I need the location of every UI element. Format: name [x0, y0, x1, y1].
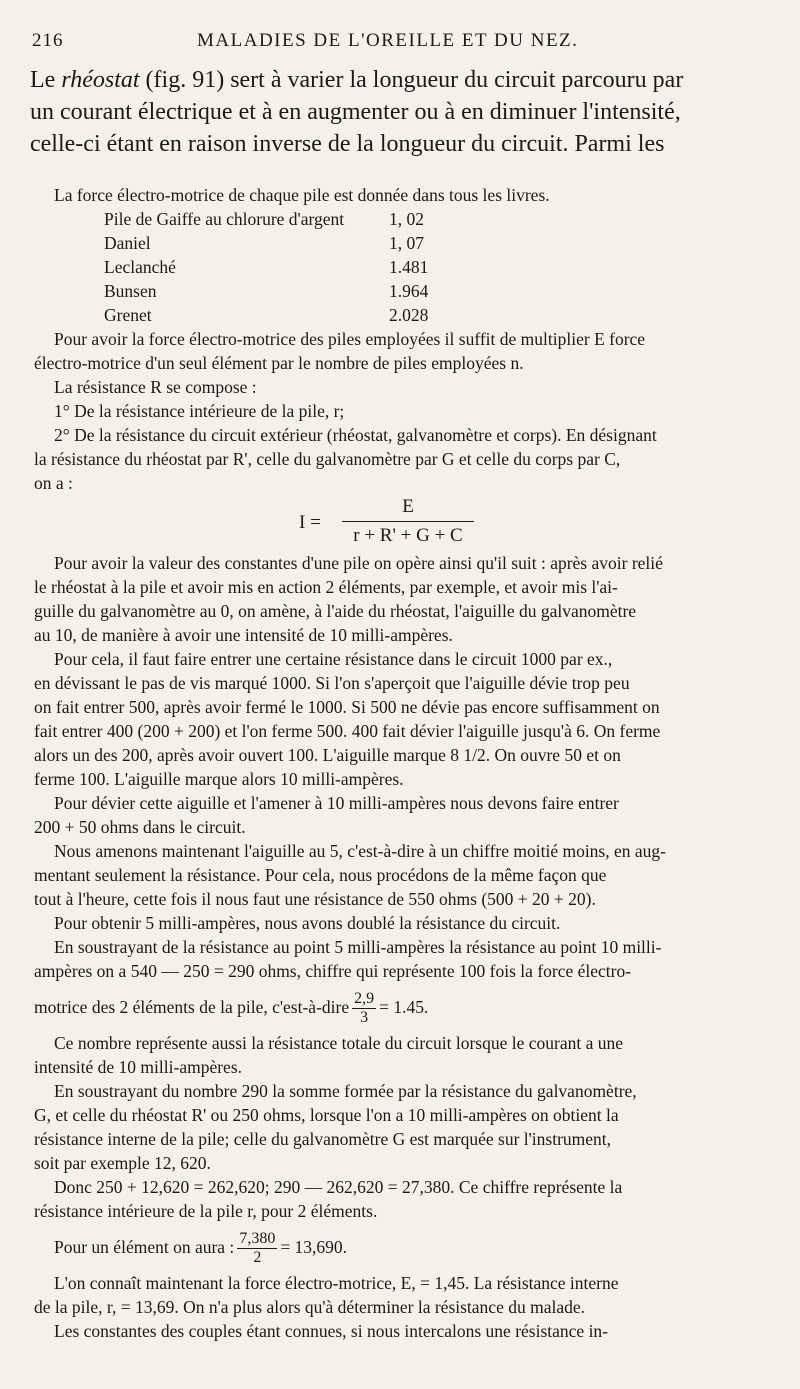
inline-fraction — [352, 990, 376, 1027]
text-line: Pour avoir la force électro-motrice des piles employées il suffit de multiplier E force — [54, 329, 646, 349]
running-header — [32, 30, 732, 58]
text-line: G, et celle du rhéostat R' ou 250 ohms, lorsque l'on a 10 milli-ampères on obtient la — [34, 1105, 619, 1125]
intro-line — [30, 64, 760, 96]
text-line: en dévissant le pas de vis marqué 1000. Si l'on s'aperçoit que l'aiguille dévie trop peu — [34, 673, 630, 693]
text-line-with-fraction — [34, 983, 760, 1031]
text-line: au 10, de manière à avoir une intensité de 10 milli-ampères. — [34, 625, 453, 645]
text-line: 2° De la résistance du circuit extérieur (rhéostat, galvanomètre et corps). En désignant — [54, 425, 657, 445]
formula-fraction — [342, 495, 474, 548]
text-line: Nous amenons maintenant l'aiguille au 5, c'est-à-dire à un chiffre moitié moins, en aug- — [54, 841, 666, 861]
text-line: En soustrayant de la résistance au point 5 milli-ampères la résistance au point 10 milli- — [54, 937, 662, 957]
text-line: électro-motrice d'un seul élément par le nombre de piles employées n. — [34, 353, 524, 373]
intro-line: celle-ci étant en raison inverse de la longueur du circuit. Parmi les — [30, 131, 665, 157]
text-line: guille du galvanomètre au 0, on amène, à l'aide du rhéostat, l'aiguille du galvanomètre — [34, 601, 637, 621]
fraction-numerator: 2,9 — [354, 990, 375, 1008]
text-line: La résistance R se compose : — [54, 377, 257, 397]
pile-value: 2.028 — [389, 305, 429, 325]
text-line: alors un des 200, après avoir ouvert 100. L'aiguille marque 8 1/2. On ouvre 50 et on — [34, 745, 621, 765]
running-title: MALADIES DE L'OREILLE ET DU NEZ. — [197, 30, 579, 51]
text-fragment: Pour un élément on aura : — [54, 1237, 235, 1257]
text-line: L'on connaît maintenant la force électro-motrice, E, = 1,45. La résistance interne — [54, 1273, 619, 1293]
fraction-numerator: 7,380 — [239, 1230, 276, 1248]
formula-lhs: I = — [299, 512, 321, 533]
pile-row — [34, 231, 760, 255]
text-line: on fait entrer 500, après avoir fermé le 1000. Si 500 ne dévie pas encore suffisamment on — [34, 697, 660, 717]
text-line: intensité de 10 milli-ampères. — [34, 1057, 243, 1077]
text-line: 200 + 50 ohms dans le circuit. — [34, 817, 246, 837]
text-line: Pour obtenir 5 milli-ampères, nous avons doublé la résistance du circuit. — [54, 913, 561, 933]
text-line: fait entrer 400 (200 + 200) et l'on ferme 500. 400 fait dévier l'aiguille jusqu'à 6. On ferme — [34, 721, 661, 741]
text-line: la résistance du rhéostat par R', celle du galvanomètre par G et celle du corps par C, — [34, 449, 621, 469]
pile-value: 1, 02 — [389, 209, 424, 229]
footnote-body — [34, 183, 760, 1343]
text-line: tout à l'heure, cette fois il nous faut une résistance de 550 ohms (500 + 20 + 20). — [34, 889, 596, 909]
pile-value: 1, 07 — [389, 233, 424, 253]
pile-row — [34, 207, 760, 231]
text-line: Donc 250 + 12,620 = 262,620; 290 — 262,620 = 27,380. Ce chiffre représente la — [54, 1177, 623, 1197]
pile-name: Daniel — [104, 233, 151, 253]
formula-denominator: r + R' + G + C — [353, 525, 463, 546]
text-fragment: = 13,690. — [280, 1237, 348, 1257]
pile-name: Leclanché — [104, 257, 176, 277]
text-line: mentant seulement la résistance. Pour cela, nous procédons de la même façon que — [34, 865, 607, 885]
text-line: le rhéostat à la pile et avoir mis en action 2 éléments, par exemple, et avoir mis l'ai- — [34, 577, 618, 597]
piles-heading: La force électro-motrice de chaque pile est donnée dans tous les livres. — [54, 185, 550, 205]
text-line: Les constantes des couples étant connues, si nous intercalons une résistance in- — [54, 1321, 609, 1341]
text-line: En soustrayant du nombre 290 la somme formée par la résistance du galvanomètre, — [54, 1081, 637, 1101]
pile-name: Pile de Gaiffe au chlorure d'argent — [104, 209, 345, 229]
pile-name: Bunsen — [104, 281, 157, 301]
pile-value: 1.964 — [389, 281, 429, 301]
pile-row — [34, 255, 760, 279]
text-line: Pour cela, il faut faire entrer une certaine résistance dans le circuit 1000 par ex., — [54, 649, 613, 669]
fraction-denominator: 3 — [360, 1009, 369, 1027]
text-line: Ce nombre représente aussi la résistance totale du circuit lorsque le courant a une — [54, 1033, 624, 1053]
text-line: Pour avoir la valeur des constantes d'une pile on opère ainsi qu'il suit : après avoir relié — [54, 553, 663, 573]
intro-italic-term: rhéostat — [61, 67, 140, 93]
text-line: résistance interne de la pile; celle du galvanomètre G est marquée sur l'instrument, — [34, 1129, 612, 1149]
text-line: ferme 100. L'aiguille marque alors 10 milli-ampères. — [34, 769, 404, 789]
intro-text: Le — [30, 67, 62, 93]
intro-paragraph — [30, 64, 760, 160]
intensity-formula — [34, 495, 760, 551]
pile-row — [34, 279, 760, 303]
page-number: 216 — [32, 30, 64, 51]
text-line: on a : — [34, 473, 73, 493]
inline-fraction — [237, 1230, 277, 1267]
text-fragment: = 1.45. — [379, 997, 429, 1017]
pile-name: Grenet — [104, 305, 152, 325]
text-line: résistance intérieure de la pile r, pour 2 éléments. — [34, 1201, 378, 1221]
formula-numerator: E — [342, 495, 474, 522]
pile-value: 1.481 — [389, 257, 429, 277]
text-line-with-fraction — [34, 1223, 760, 1271]
text-line: Pour dévier cette aiguille et l'amener à 10 milli-ampères nous devons faire entrer — [54, 793, 619, 813]
text-line: 1° De la résistance intérieure de la pile, r; — [54, 401, 345, 421]
text-fragment: motrice des 2 éléments de la pile, c'est-à-dire — [34, 997, 350, 1017]
intro-line: un courant électrique et à en augmenter ou à en diminuer l'intensité, — [30, 99, 681, 125]
text-line: de la pile, r, = 13,69. On n'a plus alors qu'à déterminer la résistance du malade. — [34, 1297, 585, 1317]
intro-text: (fig. 91) sert à varier la longueur du circuit parcouru par — [139, 67, 684, 93]
pile-row — [34, 303, 760, 327]
text-line: soit par exemple 12, 620. — [34, 1153, 211, 1173]
fraction-denominator: 2 — [253, 1249, 262, 1267]
text-line: ampères on a 540 — 250 = 290 ohms, chiffre qui représente 100 fois la force électro- — [34, 961, 632, 981]
